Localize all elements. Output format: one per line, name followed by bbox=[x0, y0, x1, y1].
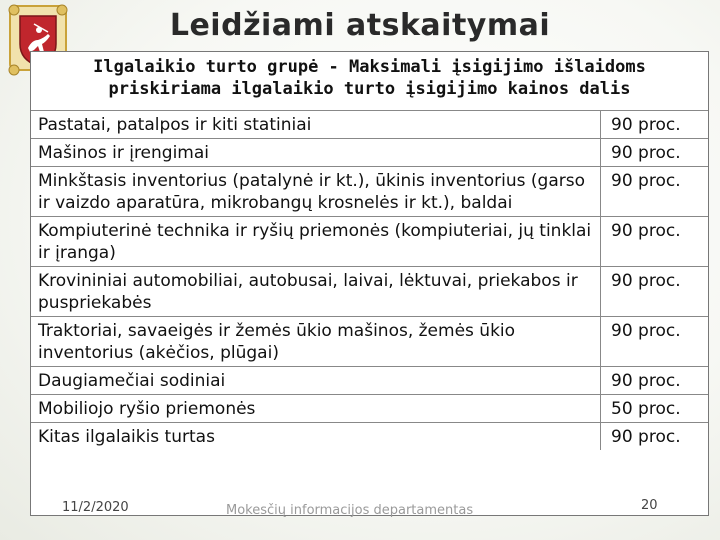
table-row bbox=[31, 167, 708, 217]
max-share-value: 90 proc. bbox=[601, 317, 709, 367]
table-row bbox=[31, 395, 708, 423]
asset-group-label: Traktoriai, savaeigės ir žemės ūkio mašinos, žemės ūkio inventorius (akėčios, plūgai) bbox=[31, 317, 601, 367]
asset-group-label: Kompiuterinė technika ir ryšių priemonės (kompiuteriai, jų tinklai ir įranga) bbox=[31, 217, 601, 267]
max-share-value: 90 proc. bbox=[601, 111, 709, 139]
max-share-value: 50 proc. bbox=[601, 395, 709, 423]
asset-group-label: Kitas ilgalaikis turtas bbox=[31, 423, 601, 451]
footer-page-number: 20 bbox=[641, 498, 658, 513]
table-row bbox=[31, 317, 708, 367]
max-share-value: 90 proc. bbox=[601, 217, 709, 267]
max-share-value: 90 proc. bbox=[601, 423, 709, 451]
header-line-1: Ilgalaikio turto grupė - Maksimali įsigijimo išlaidoms bbox=[93, 57, 646, 77]
asset-group-label: Mašinos ir įrengimai bbox=[31, 139, 601, 167]
table-row bbox=[31, 111, 708, 139]
deductions-table-box bbox=[30, 51, 709, 516]
table-row bbox=[31, 217, 708, 267]
table-row bbox=[31, 423, 708, 451]
table-header bbox=[31, 56, 708, 112]
max-share-value: 90 proc. bbox=[601, 167, 709, 217]
page-title: Leidžiami atskaitymai bbox=[169, 8, 551, 43]
deductions-table bbox=[31, 110, 708, 450]
max-share-value: 90 proc. bbox=[601, 139, 709, 167]
table-row bbox=[31, 267, 708, 317]
footer-organization: Mokesčių informacijos departamentas bbox=[226, 503, 474, 518]
asset-group-label: Pastatai, patalpos ir kiti statiniai bbox=[31, 111, 601, 139]
max-share-value: 90 proc. bbox=[601, 267, 709, 317]
asset-group-label: Mobiliojo ryšio priemonės bbox=[31, 395, 601, 423]
table-row bbox=[31, 367, 708, 395]
footer-date: 11/2/2020 bbox=[62, 500, 129, 515]
asset-group-label: Krovininiai automobiliai, autobusai, laivai, lėktuvai, priekabos ir puspriekabės bbox=[31, 267, 601, 317]
header-line-2: priskiriama ilgalaikio turto įsigijimo kainos dalis bbox=[108, 79, 631, 99]
asset-group-label: Minkštasis inventorius (patalynė ir kt.), ūkinis inventorius (garso ir vaizdo aparatūra, mikrobangų krosnelės ir kt.), baldai bbox=[31, 167, 601, 217]
table-row bbox=[31, 139, 708, 167]
asset-group-label: Daugiamečiai sodiniai bbox=[31, 367, 601, 395]
max-share-value: 90 proc. bbox=[601, 367, 709, 395]
